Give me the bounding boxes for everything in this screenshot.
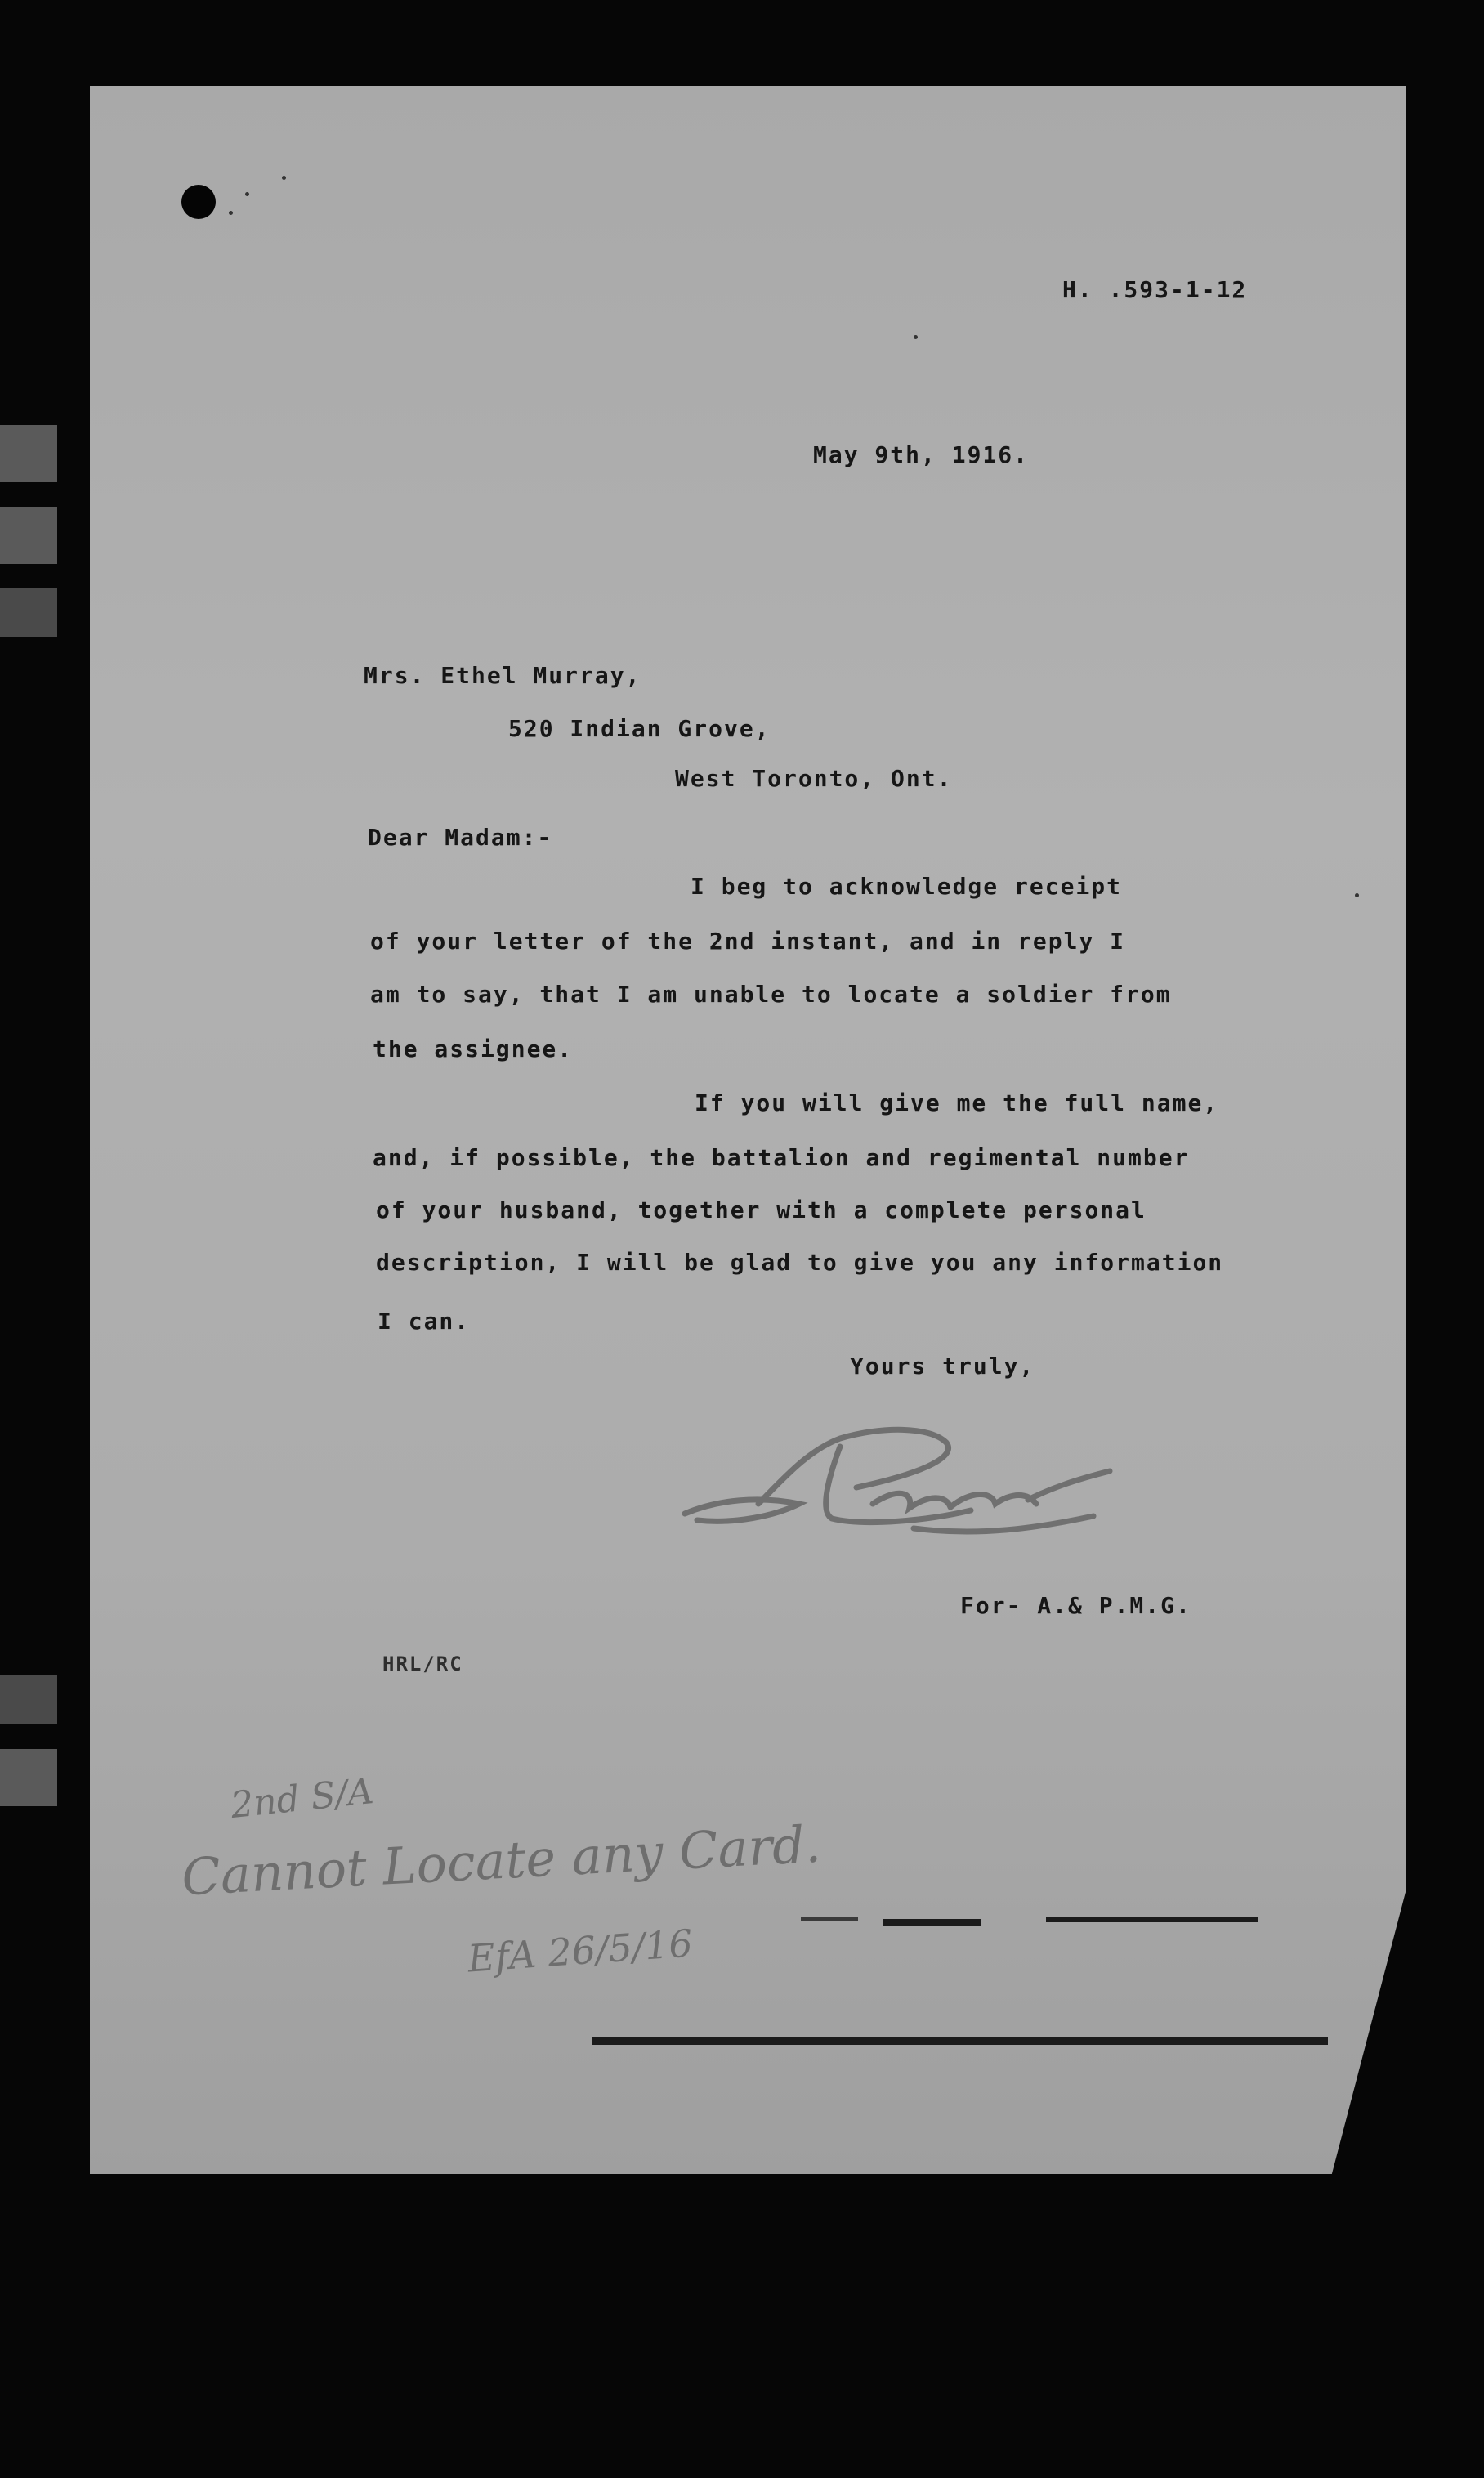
handwritten-note: Cannot Locate any Card.	[180, 1814, 823, 1908]
film-edge-mark	[0, 507, 57, 564]
film-edge-mark	[0, 588, 57, 637]
punch-hole	[181, 185, 216, 219]
recipient-name: Mrs. Ethel Murray,	[364, 662, 641, 689]
body-line: I can.	[378, 1308, 471, 1335]
letter-date: May 9th, 1916.	[813, 441, 1030, 468]
file-reference: H. .593-1-12	[1062, 276, 1248, 303]
body-line: and, if possible, the battalion and regimental number	[373, 1144, 1190, 1171]
body-line: I beg to acknowledge receipt	[691, 873, 1123, 900]
ink-speck	[245, 192, 249, 196]
body-line: If you will give me the full name,	[695, 1089, 1219, 1116]
body-line: am to say, that I am unable to locate a soldier from	[370, 981, 1172, 1008]
ink-speck	[282, 176, 286, 180]
salutation: Dear Madam:-	[368, 824, 553, 851]
film-edge-mark	[0, 1675, 57, 1724]
typist-initials: HRL/RC	[382, 1653, 463, 1675]
ink-speck	[229, 211, 233, 215]
body-line: description, I will be glad to give you any information	[376, 1249, 1224, 1276]
signatory-line: For- A.& P.M.G.	[960, 1592, 1191, 1619]
body-line: of your husband, together with a complete personal	[376, 1197, 1147, 1223]
recipient-street: 520 Indian Grove,	[508, 715, 771, 742]
handwritten-note: 2nd S/A	[228, 1769, 376, 1827]
ink-speck	[914, 335, 918, 339]
body-line: of your letter of the 2nd instant, and in reply I	[370, 928, 1126, 955]
film-edge-mark	[0, 425, 57, 482]
scan-streak	[801, 1917, 858, 1921]
film-edge-mark	[0, 1749, 57, 1806]
handwritten-note: EfA 26/5/16	[466, 1921, 695, 1981]
scan-streak	[883, 1919, 981, 1926]
scan-streak	[592, 2037, 1328, 2045]
closing: Yours truly,	[850, 1353, 1035, 1380]
scan-streak	[1046, 1917, 1258, 1922]
recipient-city: West Toronto, Ont.	[675, 765, 953, 792]
body-line: the assignee.	[373, 1035, 574, 1062]
ink-speck	[1355, 893, 1359, 897]
signature	[668, 1422, 1126, 1545]
